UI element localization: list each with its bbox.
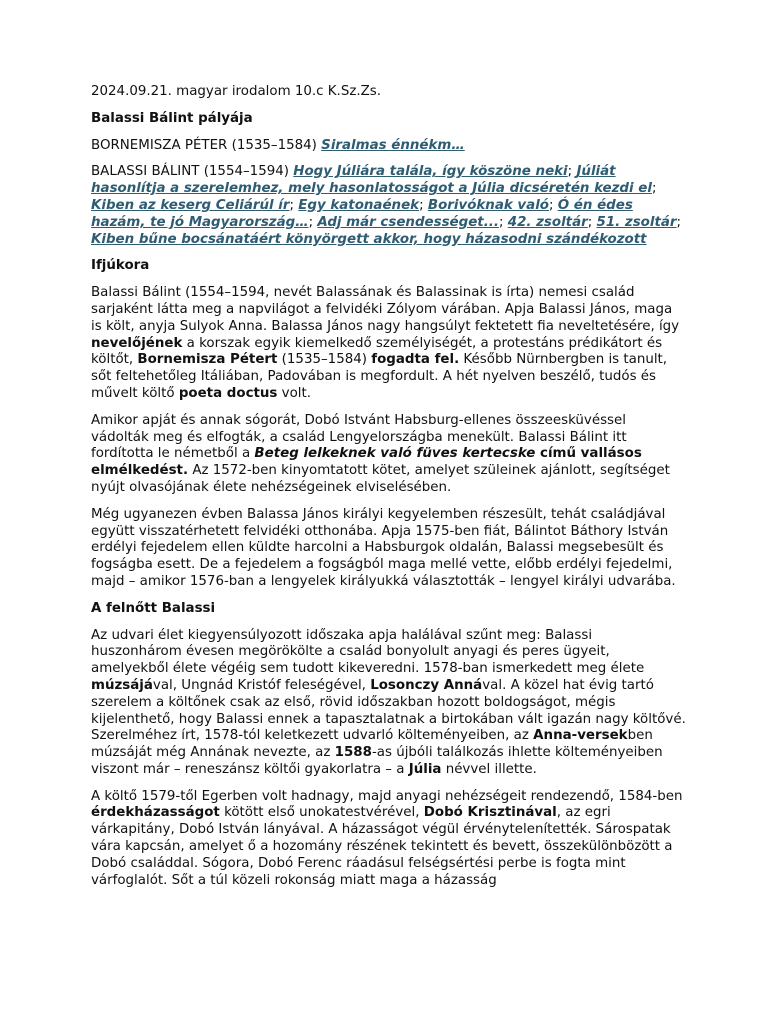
paragraph-text: Az udvari élet kiegyensúlyozott időszaka apja halálával szűnt meg: Balassi huszonhárom évesen megörökölte a család bonyolult anyagi és peres ügyeit, amelyekből élete végéig sem tudott kikeveredni. 1578-ban ismerkedett meg élete [91, 627, 645, 677]
separator: ; [567, 164, 577, 180]
paragraph-text: a korszak egyik kiemelkedő személyiségét, a protestáns prédikátort és költőt, [91, 335, 663, 368]
link-siralmas[interactable]: Siralmas énnékm… [321, 137, 465, 153]
paragraph-text: (1535–1584) [277, 352, 372, 368]
paragraph-text: val, Ungnád Kristóf feleségével, [152, 677, 371, 693]
emphasis: Bornemisza Pétert [137, 352, 278, 368]
separator: ; [587, 214, 597, 230]
separator: ; [498, 214, 508, 230]
balassi-prefix: BALASSI BÁLINT (1554–1594) [91, 164, 294, 180]
paragraph-text: kötött első unokatestvérével, [219, 805, 424, 821]
paragraph [91, 413, 687, 497]
paragraph-text: Amikor apját és annak sógorát, Dobó Istvánt Habsburg-ellenes összeesküvéssel vádolták meg és elfogták, a család Lengyelországba menekült. Balassi Bálint itt fordította le németből a [91, 412, 627, 462]
document-body [91, 84, 687, 899]
emphasis: Dobó Krisztinával [423, 805, 557, 821]
paragraph-text: névvel illette. [441, 761, 537, 777]
paragraph-text: val. A közel hat évig tartó szerelem a költőnek csak az első, rövid időszakban hozott boldogságot, mégis kijelenthető, hogy Balassi ennek a tapasztalatnak a birtokában vált igazán nagy költővé. Szerelméhez írt, 1578-tól keletkezett udvarló költeményeiben, az [91, 677, 686, 744]
paragraph [91, 789, 687, 890]
emphasis: érdekházasságot [91, 805, 220, 821]
link-work-9[interactable]: 51. zsoltár [596, 214, 677, 230]
paragraph [91, 285, 687, 403]
link-work-7[interactable]: Adj már csendességet... [317, 214, 499, 230]
bornemisza-line [91, 138, 687, 155]
separator: ; [676, 214, 682, 230]
emphasis: fogadta fel. [371, 352, 460, 368]
section-heading-felnott: A felnőtt Balassi [91, 600, 216, 616]
link-work-5[interactable]: Borivóknak való [427, 197, 549, 213]
link-work-2[interactable]: Júliát hasonlítja a szerelemhez, mely hasonlatosságot a Júlia dicséretén kezdi el [91, 164, 652, 197]
emphasis: Anna-versek [533, 728, 628, 744]
emphasis: című vallásos elmélkedést. [91, 446, 642, 479]
link-work-8[interactable]: 42. zsoltár [507, 214, 588, 230]
separator: ; [419, 197, 428, 213]
bornemisza-prefix: BORNEMISZA PÉTER (1535–1584) [91, 137, 322, 153]
separator: ; [308, 214, 318, 230]
header-line: 2024.09.21. magyar irodalom 10.c K.Sz.Zs. [91, 84, 382, 99]
paragraph-text: Később Nürnbergben is tanult, sőt feltehetőleg Itáliában, Padovában is megfordult. A hét nyelven beszélő, tudós és művelt költő [91, 352, 668, 401]
emphasis: Losonczy Anná [370, 677, 483, 693]
separator: ; [651, 181, 657, 197]
emphasis: Júlia [408, 761, 442, 777]
separator: ; [548, 197, 558, 213]
emphasis: múzsájá [91, 677, 153, 693]
balassi-works-line [91, 164, 687, 248]
paragraph: Még ugyanezen évben Balassa János királyi kegyelemben részesült, tehát családjával együtt visszatérhetett felvidéki otthonába. Apja 1575-ben fiát, Bálintot Báthory István erdélyi fejedelem ellen küldte harcolni a Habsburgok oldalán, Balassi megsebesült és fogságba esett. De a fejedelem a fogságból maga mellé vette, előbb erdélyi fejedelmi, majd – amikor 1576-ban a lengyelek királyukká választották – lengyel királyi udvarába. [91, 506, 676, 589]
link-work-4[interactable]: Egy katonaének [298, 197, 420, 213]
document-title: Balassi Bálint pályája [91, 110, 253, 126]
emphasis: nevelőjének [91, 335, 183, 351]
paragraph-text: Az 1572-ben kinyomtatott kötet, amelyet szüleinek ajánlott, segítséget nyújt olvasójának élete nehézségeinek elviselésében. [91, 463, 670, 495]
book-title: Beteg lelkeknek való füves kertecske [254, 446, 536, 462]
paragraph-text: -as újbóli találkozás ihlette költeményeiben viszont már – reneszánsz költői gyakorlatra – a [91, 745, 663, 777]
section-heading-ifjukora: Ifjúkora [91, 258, 150, 274]
link-work-6[interactable]: Ó én édes hazám, te jó Magyarország… [91, 197, 633, 230]
paragraph-text: , az egri várkapitány, Dobó István lányával. A házasságot végül érvénytelenítették. Sárospatak vára kapcsán, amelyet ő a hozomány részének tekintett és bevett, összekülönbözött a Dobó családdal. Sógora, Dobó Ferenc ráadásul felségsértési perbe is fogta mint várfoglalót. Sőt a túl közeli rokonság miatt maga a házasság [91, 805, 673, 888]
link-work-3[interactable]: Kiben az keserg Celiárúl ír [91, 197, 290, 213]
paragraph-text: Balassi Bálint (1554–1594, nevét Balassának és Balassinak is írta) nemesi család sarjaként látta meg a napvilágot a felvidéki Zólyom várában. Apja Balassi János, maga is költ, anyja Sulyok Anna. Balassa János nagy hangsúlyt fektetett fia neveltetésére, így [91, 285, 680, 334]
paragraph [91, 628, 687, 779]
paragraph-text: A költő 1579-től Egerben volt hadnagy, majd anyagi nehézségeit rendezendő, 1584-ben [91, 788, 683, 804]
paragraph-text: ben múzsáját még Annának nevezte, az [91, 728, 653, 761]
emphasis: poeta doctus [178, 385, 278, 401]
emphasis: 1588 [334, 745, 372, 761]
separator: ; [289, 197, 299, 213]
link-work-1[interactable]: Hogy Júliára talála, így köszöne neki [293, 164, 568, 180]
link-work-10[interactable]: Kiben bűne bocsánatáért könyörgett akkor, hogy házasodni szándékozott [91, 231, 647, 247]
paragraph-text: volt. [277, 385, 312, 401]
